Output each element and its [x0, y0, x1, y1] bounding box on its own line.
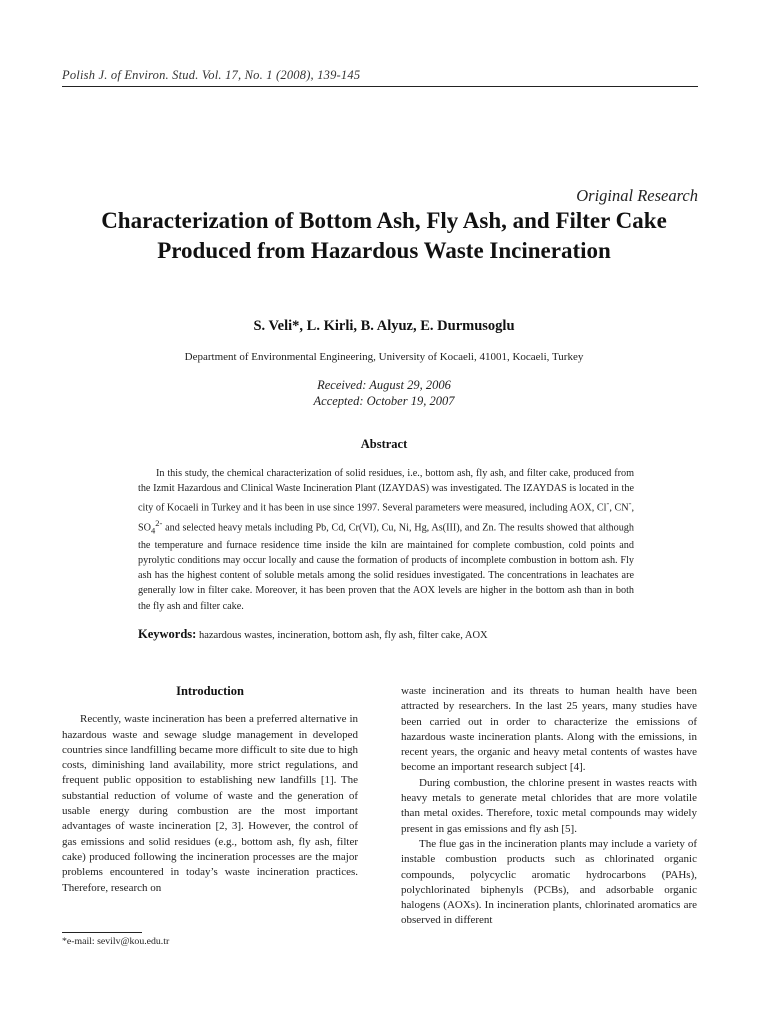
sulfate-superscript: 2-	[155, 517, 163, 528]
article-dates	[84, 378, 684, 409]
cyanide-superscript: -	[628, 498, 632, 509]
header-rule	[62, 86, 698, 87]
right-column	[401, 684, 697, 929]
keywords-label: Keywords:	[138, 627, 197, 641]
sulfate-subscript: 4	[151, 525, 156, 536]
cyanide-separator: , CN	[609, 502, 629, 514]
corresponding-author-email: *e-mail: sevilv@kou.edu.tr	[62, 936, 170, 947]
keywords-text: hazardous wastes, incineration, bottom ash, fly ash, filter cake, AOX	[198, 630, 488, 641]
introduction-paragraph-continued: waste incineration and its threats to human health have been attracted by researchers. In the last 25 years, many studies have been carried out in order to characterize the emissions of hazardous waste incineration plants. Along with the emissions, in recent years, the organic and heavy metal contents of wastes have become an important research subject [4].	[401, 685, 697, 774]
accepted-date: Accepted: October 19, 2007	[313, 393, 455, 408]
left-column	[62, 684, 358, 896]
abstract-text	[138, 466, 634, 614]
introduction-paragraph-2: During combustion, the chlorine present in wastes reacts with heavy metals to generate metal chlorides that are more volatile than metal oxides. Therefore, toxic metal compounds may widely present in gas emissions and fly ash [5].	[401, 776, 697, 835]
introduction-paragraph-1: Recently, waste incineration has been a preferred alternative in hazardous waste and sewage sludge management in developed countries since landfilling became more difficult to site due to high costs, diminishing land availability, more strict regulations, and frequent public opposition to establishing new landfills [1]. The substantial reduction of volume of waste and the generation of usable energy during combustion are the most important advantages of waste incineration [2, 3]. However, the control of gas emissions and solid residues (e.g., bottom ash, fly ash, filter cake) produced following the incineration processes are the major problems encountered in today’s waste incineration practices. Therefore, research on	[62, 713, 358, 894]
article-type-label: Original Research	[576, 186, 698, 205]
keywords-line	[138, 627, 634, 642]
introduction-heading: Introduction	[176, 684, 244, 698]
abstract-text-part2: and selected heavy metals including Pb, Cd, Cr(VI), Cu, Ni, Hg, As(III), and Zn. The results showed that although the temperature and furnace residence time inside the kiln are maintained for complete combustion, cold points and pyrolytic conditions may occur locally and cause the formation of products of incomplete combustion in bottom ash. Fly ash has the highest content of soluble metals among the solid residues investigated. The concentrations in leachates are generally low in filter cake. Moreover, it has been proven that the AOX levels are higher in the bottom ash than in both the fly ash and filter cake.	[138, 522, 634, 612]
chloride-superscript: -	[606, 498, 610, 509]
introduction-paragraph-3: The flue gas in the incineration plants may include a variety of instable combustion products such as chlorinated organic compounds, polycyclic aromatic hydrocarbons (PAHs), polychlorinated biphenyls (PCBs), and adsorbable organic halogens (AOXs). In incineration plants, chlorinated aromatics are observed in different	[401, 837, 697, 927]
journal-citation: Polish J. of Environ. Stud. Vol. 17, No. 1 (2008), 139-145	[62, 68, 361, 82]
abstract-text-part1: In this study, the chemical characterization of solid residues, i.e., bottom ash, fly ash, and filter cake, produced from the Izmit Hazardous and Clinical Waste Incineration Plant (IZAYDAS) was investigated. The IZAYDAS is located in the city of Kocaeli in Turkey and it has been in use since 1997. Several parameters were measured, including AOX, Cl	[138, 468, 634, 514]
sulfate-separator: , SO	[138, 502, 635, 534]
author-affiliation: Department of Environmental Engineering, University of Kocaeli, 41001, Kocaeli, Turkey	[184, 351, 584, 363]
article-title: Characterization of Bottom Ash, Fly Ash, and Filter Cake Produced from Hazardous Waste Incineration	[101, 208, 667, 263]
author-list: S. Veli*, L. Kirli, B. Alyuz, E. Durmusoglu	[253, 318, 515, 334]
abstract-heading: Abstract	[360, 437, 408, 451]
received-date: Received: August 29, 2006	[317, 378, 451, 392]
footnote-rule	[62, 932, 142, 933]
